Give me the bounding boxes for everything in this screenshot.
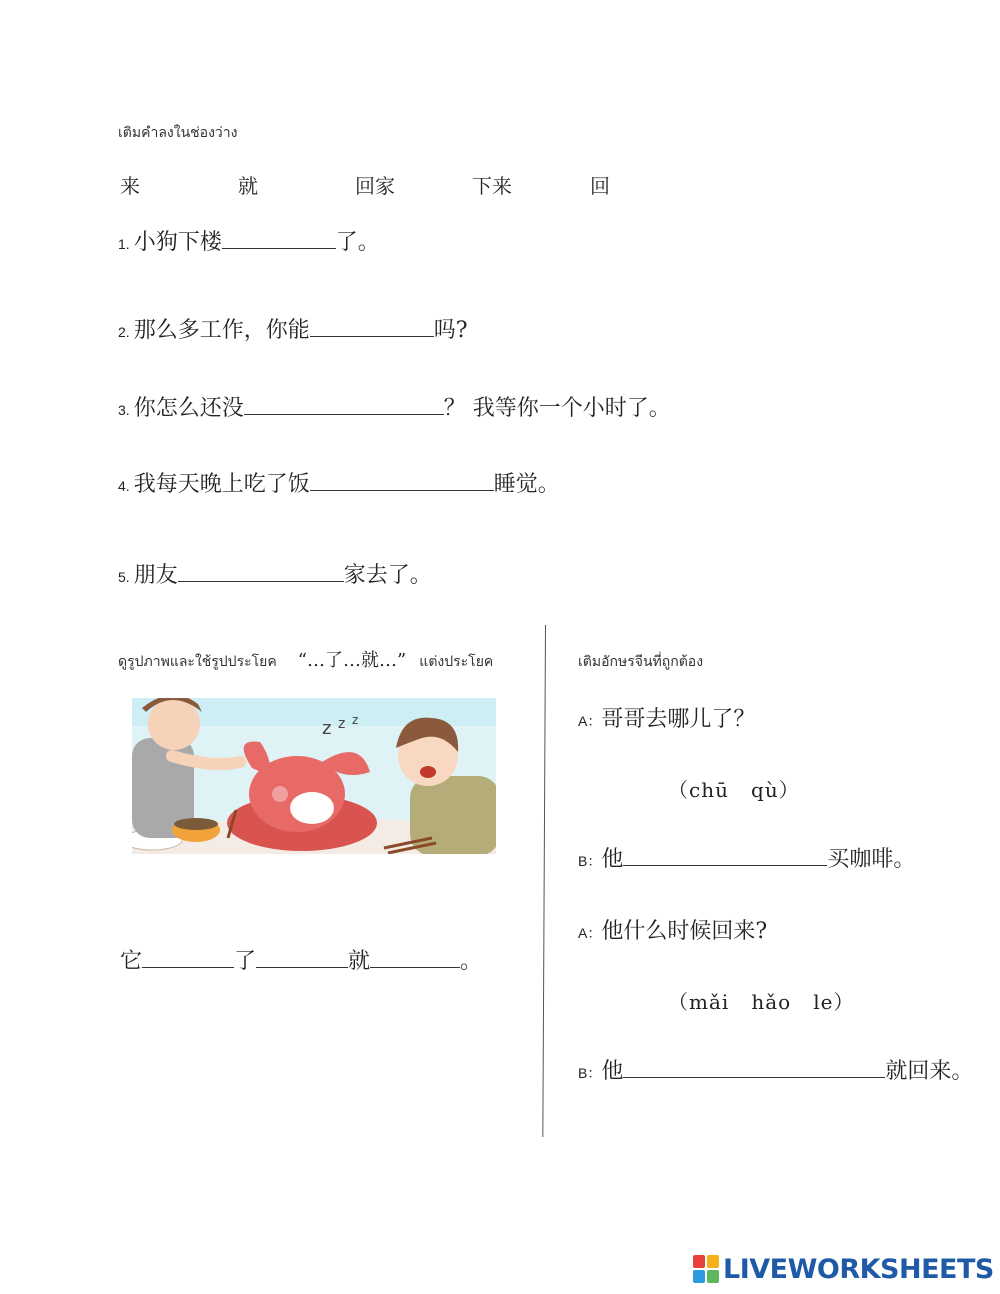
dialogue-line-1	[578, 702, 755, 733]
question-text: 我每天晚上吃了饭	[133, 472, 310, 497]
chinese-char-instruction: เติมอักษรจีนที่ถูกต้อง	[578, 654, 704, 670]
question-number: 5.	[118, 569, 130, 585]
sentence-blank-2[interactable]	[256, 947, 348, 968]
sentence-part: 它	[120, 949, 143, 974]
sentence-blank-1[interactable]	[142, 947, 234, 968]
sentence-pattern: “…了…就…”	[297, 650, 407, 671]
speaker-label: B：	[578, 1065, 602, 1081]
answer-blank-2[interactable]	[310, 316, 434, 337]
logo-square	[693, 1270, 705, 1283]
svg-text:z: z	[352, 713, 359, 727]
question-number: 4.	[118, 478, 130, 494]
answer-blank-1[interactable]	[222, 228, 336, 249]
dialogue-line-4	[578, 1054, 973, 1085]
logo-mark-icon	[693, 1255, 719, 1283]
picture-instruction	[118, 646, 493, 673]
question-text: 吗?	[433, 318, 468, 343]
picture-sentence	[120, 944, 482, 975]
question-number: 3.	[118, 402, 130, 418]
question-number: 2.	[118, 324, 130, 340]
word-bank-item: 回家	[355, 174, 395, 198]
question-text: ？ 我等你一个小时了。	[443, 396, 671, 421]
answer-blank-5[interactable]	[178, 561, 344, 582]
dialogue-text: 买咖啡。	[827, 847, 916, 872]
dialogue-line-3	[578, 914, 767, 945]
dialogue-blank-2[interactable]	[623, 1057, 885, 1078]
question-3	[118, 391, 671, 422]
question-text: 那么多工作，你能	[133, 318, 310, 343]
dialogue-text: 哥哥去哪儿了？	[601, 707, 756, 732]
logo-text: LIVEWORKSHEETS	[723, 1253, 994, 1285]
word-bank-item: 回	[590, 174, 610, 198]
fill-blank-instruction: เติมคำลงในช่องว่าง	[118, 125, 238, 141]
sentence-part: 了	[234, 949, 257, 974]
sentence-part: 。	[460, 949, 483, 974]
svg-text:z: z	[322, 718, 332, 739]
question-1	[118, 225, 380, 256]
word-bank-item: 下来	[472, 174, 512, 198]
instruction-suffix: แต่งประโยค	[419, 654, 494, 670]
svg-text:z: z	[338, 716, 346, 732]
answer-blank-3[interactable]	[244, 394, 444, 415]
word-bank-item: 来	[120, 174, 140, 198]
liveworksheets-logo[interactable]	[693, 1252, 994, 1286]
dinner-illustration	[132, 698, 496, 854]
column-divider	[542, 625, 546, 1137]
instruction-prefix: ดูรูปภาพและใช้รูปประโยค	[118, 654, 277, 670]
question-text: 小狗下楼	[133, 230, 222, 255]
dialogue-text: 他什么时候回来?	[601, 919, 768, 944]
question-text: 了。	[335, 230, 380, 255]
dialogue-text: 他	[601, 847, 624, 872]
question-4	[118, 467, 560, 498]
question-text: 家去了。	[343, 563, 432, 588]
question-text: 你怎么还没	[133, 396, 244, 421]
question-2	[118, 313, 468, 344]
question-text: 朋友	[133, 563, 178, 588]
pinyin-hint-2: （mǎi hǎo le）	[668, 990, 855, 1014]
speaker-label: B：	[578, 853, 602, 869]
sentence-part: 就	[348, 949, 371, 974]
word-bank-item: 就	[238, 174, 258, 198]
logo-square	[707, 1270, 719, 1283]
logo-square	[707, 1255, 719, 1268]
dialogue-line-2	[578, 842, 915, 873]
sentence-blank-3[interactable]	[370, 947, 460, 968]
logo-square	[693, 1255, 705, 1268]
speaker-label: A：	[578, 713, 602, 729]
speaker-label: A：	[578, 925, 602, 941]
dialogue-text: 就回来。	[885, 1059, 974, 1084]
question-text: 睡觉。	[493, 472, 560, 497]
question-5	[118, 558, 432, 589]
pinyin-hint-1: （chū qù）	[668, 778, 800, 802]
dialogue-text: 他	[601, 1059, 624, 1084]
question-number: 1.	[118, 236, 130, 252]
dialogue-blank-1[interactable]	[623, 845, 827, 866]
answer-blank-4[interactable]	[310, 470, 494, 491]
